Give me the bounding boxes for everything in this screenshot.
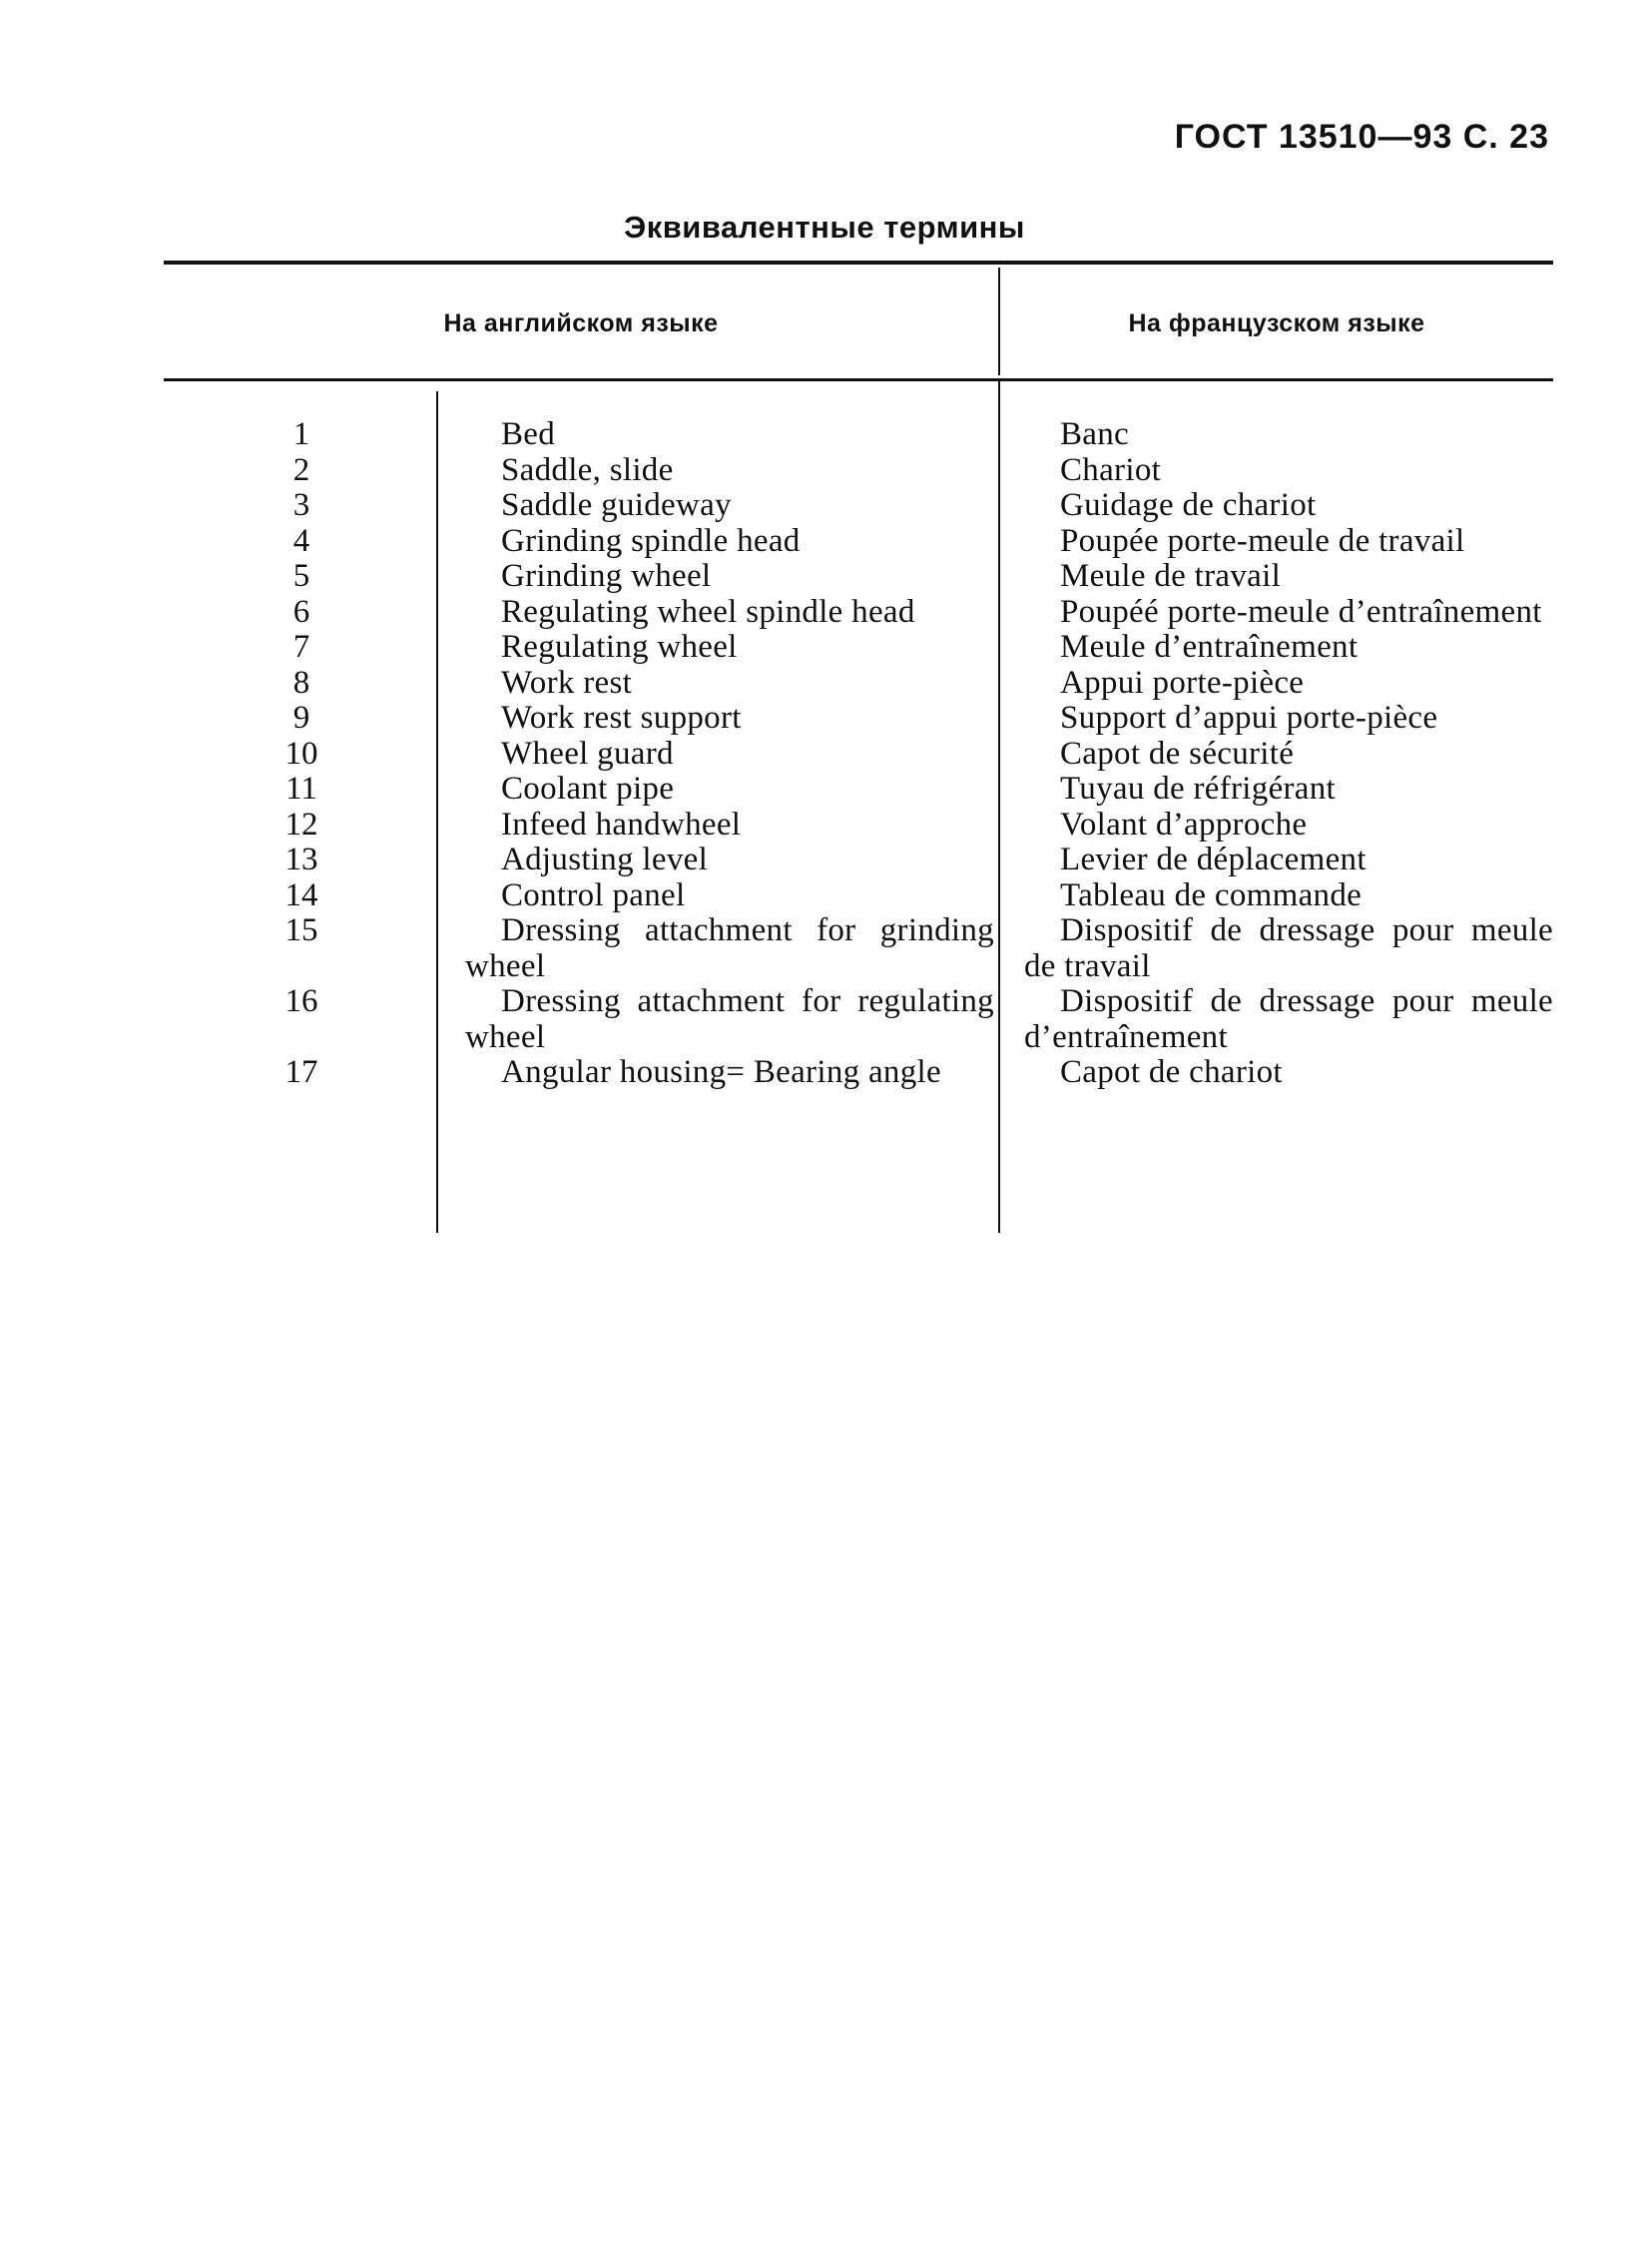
row-number: 13: [284, 842, 318, 877]
french-term: Chariot: [1060, 451, 1162, 488]
header-bottom-rule: [164, 378, 1553, 381]
english-term: Wheel guard: [501, 735, 674, 772]
french-term: Banc: [1060, 416, 1130, 452]
english-term: Bed: [501, 416, 556, 452]
french-term: Appui porte-pièce: [1060, 664, 1305, 701]
row-number: 1: [292, 416, 310, 452]
french-term: Meule d’entraînement: [1060, 629, 1359, 665]
row-number: 7: [292, 629, 310, 665]
table-row: [0, 701, 1649, 737]
table-row: [0, 559, 1649, 595]
table-row: [0, 737, 1649, 773]
english-term: Saddle guideway: [501, 487, 732, 523]
row-number: 15: [284, 912, 318, 948]
row-number: 14: [284, 876, 318, 913]
table-row: [0, 417, 1649, 453]
french-term: Capot de chariot: [1060, 1054, 1283, 1090]
french-term: Support d’appui porte-pièce: [1060, 700, 1438, 736]
english-term: Angular housing= Bearing angle: [501, 1054, 941, 1090]
french-term: Tuyau de réfrigérant: [1060, 771, 1337, 807]
row-number: 9: [292, 700, 310, 736]
row-number: 2: [292, 451, 310, 488]
table-row: [0, 1055, 1649, 1091]
table-top-rule: [164, 261, 1553, 265]
page-header: ГОСТ 13510—93 С. 23: [1174, 118, 1549, 156]
table-row: [0, 808, 1649, 844]
english-term: Grinding wheel: [501, 558, 712, 594]
french-term: Levier de déplacement: [1060, 842, 1367, 877]
table-row: [0, 878, 1649, 914]
row-number: 10: [284, 735, 318, 772]
english-term: Coolant pipe: [501, 771, 675, 807]
french-term: Poupée porte-meule de travail: [1060, 522, 1465, 559]
row-number: 6: [292, 593, 310, 630]
row-number: 4: [292, 522, 310, 559]
row-number: 11: [285, 771, 317, 807]
table-row: [0, 630, 1649, 666]
table-row: [0, 524, 1649, 560]
row-number: 5: [292, 558, 310, 594]
table-row: [0, 772, 1649, 808]
column-header-english: На английском языке: [443, 309, 719, 337]
table-row: [0, 843, 1649, 878]
table-title: Эквивалентные термины: [624, 210, 1025, 245]
french-term: Volant d’approche: [1060, 806, 1308, 843]
english-term: Adjusting level: [501, 842, 709, 877]
english-term: Infeed handwheel: [501, 806, 742, 843]
french-term: Guidage de chariot: [1060, 487, 1317, 523]
row-number: 16: [284, 983, 318, 1019]
table-row: [0, 913, 1649, 984]
english-term: Regulating wheel: [501, 629, 738, 665]
column-header-french: На французском языке: [1128, 309, 1425, 337]
row-number: 17: [284, 1054, 318, 1090]
table-body: [0, 417, 1649, 1091]
french-term: Tableau de commande: [1060, 876, 1363, 913]
english-term: Dressing attachment for regulating wheel: [465, 983, 994, 1055]
english-term: Control panel: [501, 876, 686, 913]
row-number: 3: [292, 487, 310, 523]
table-row: [0, 595, 1649, 631]
french-term: Dispositif de dressage pour meule de travail: [1024, 912, 1553, 984]
french-term: Poupéé porte-meule d’entraînement: [1060, 593, 1542, 630]
english-term: Work rest support: [501, 700, 742, 736]
table-row: [0, 666, 1649, 702]
french-term: Dispositif de dressage pour meule d’entraînement: [1024, 983, 1553, 1055]
french-term: Capot de sécurité: [1060, 735, 1295, 772]
table-row: [0, 488, 1649, 524]
row-number: 12: [284, 806, 318, 843]
english-term: Work rest: [501, 664, 633, 701]
english-term: Dressing attachment for grinding wheel: [465, 912, 994, 984]
table-row: [0, 453, 1649, 489]
row-number: 8: [292, 664, 310, 701]
table-row: [0, 984, 1649, 1055]
english-term: Grinding spindle head: [501, 522, 801, 559]
french-term: Meule de travail: [1060, 558, 1282, 594]
english-term: Regulating wheel spindle head: [501, 593, 915, 630]
english-term: Saddle, slide: [501, 451, 674, 488]
